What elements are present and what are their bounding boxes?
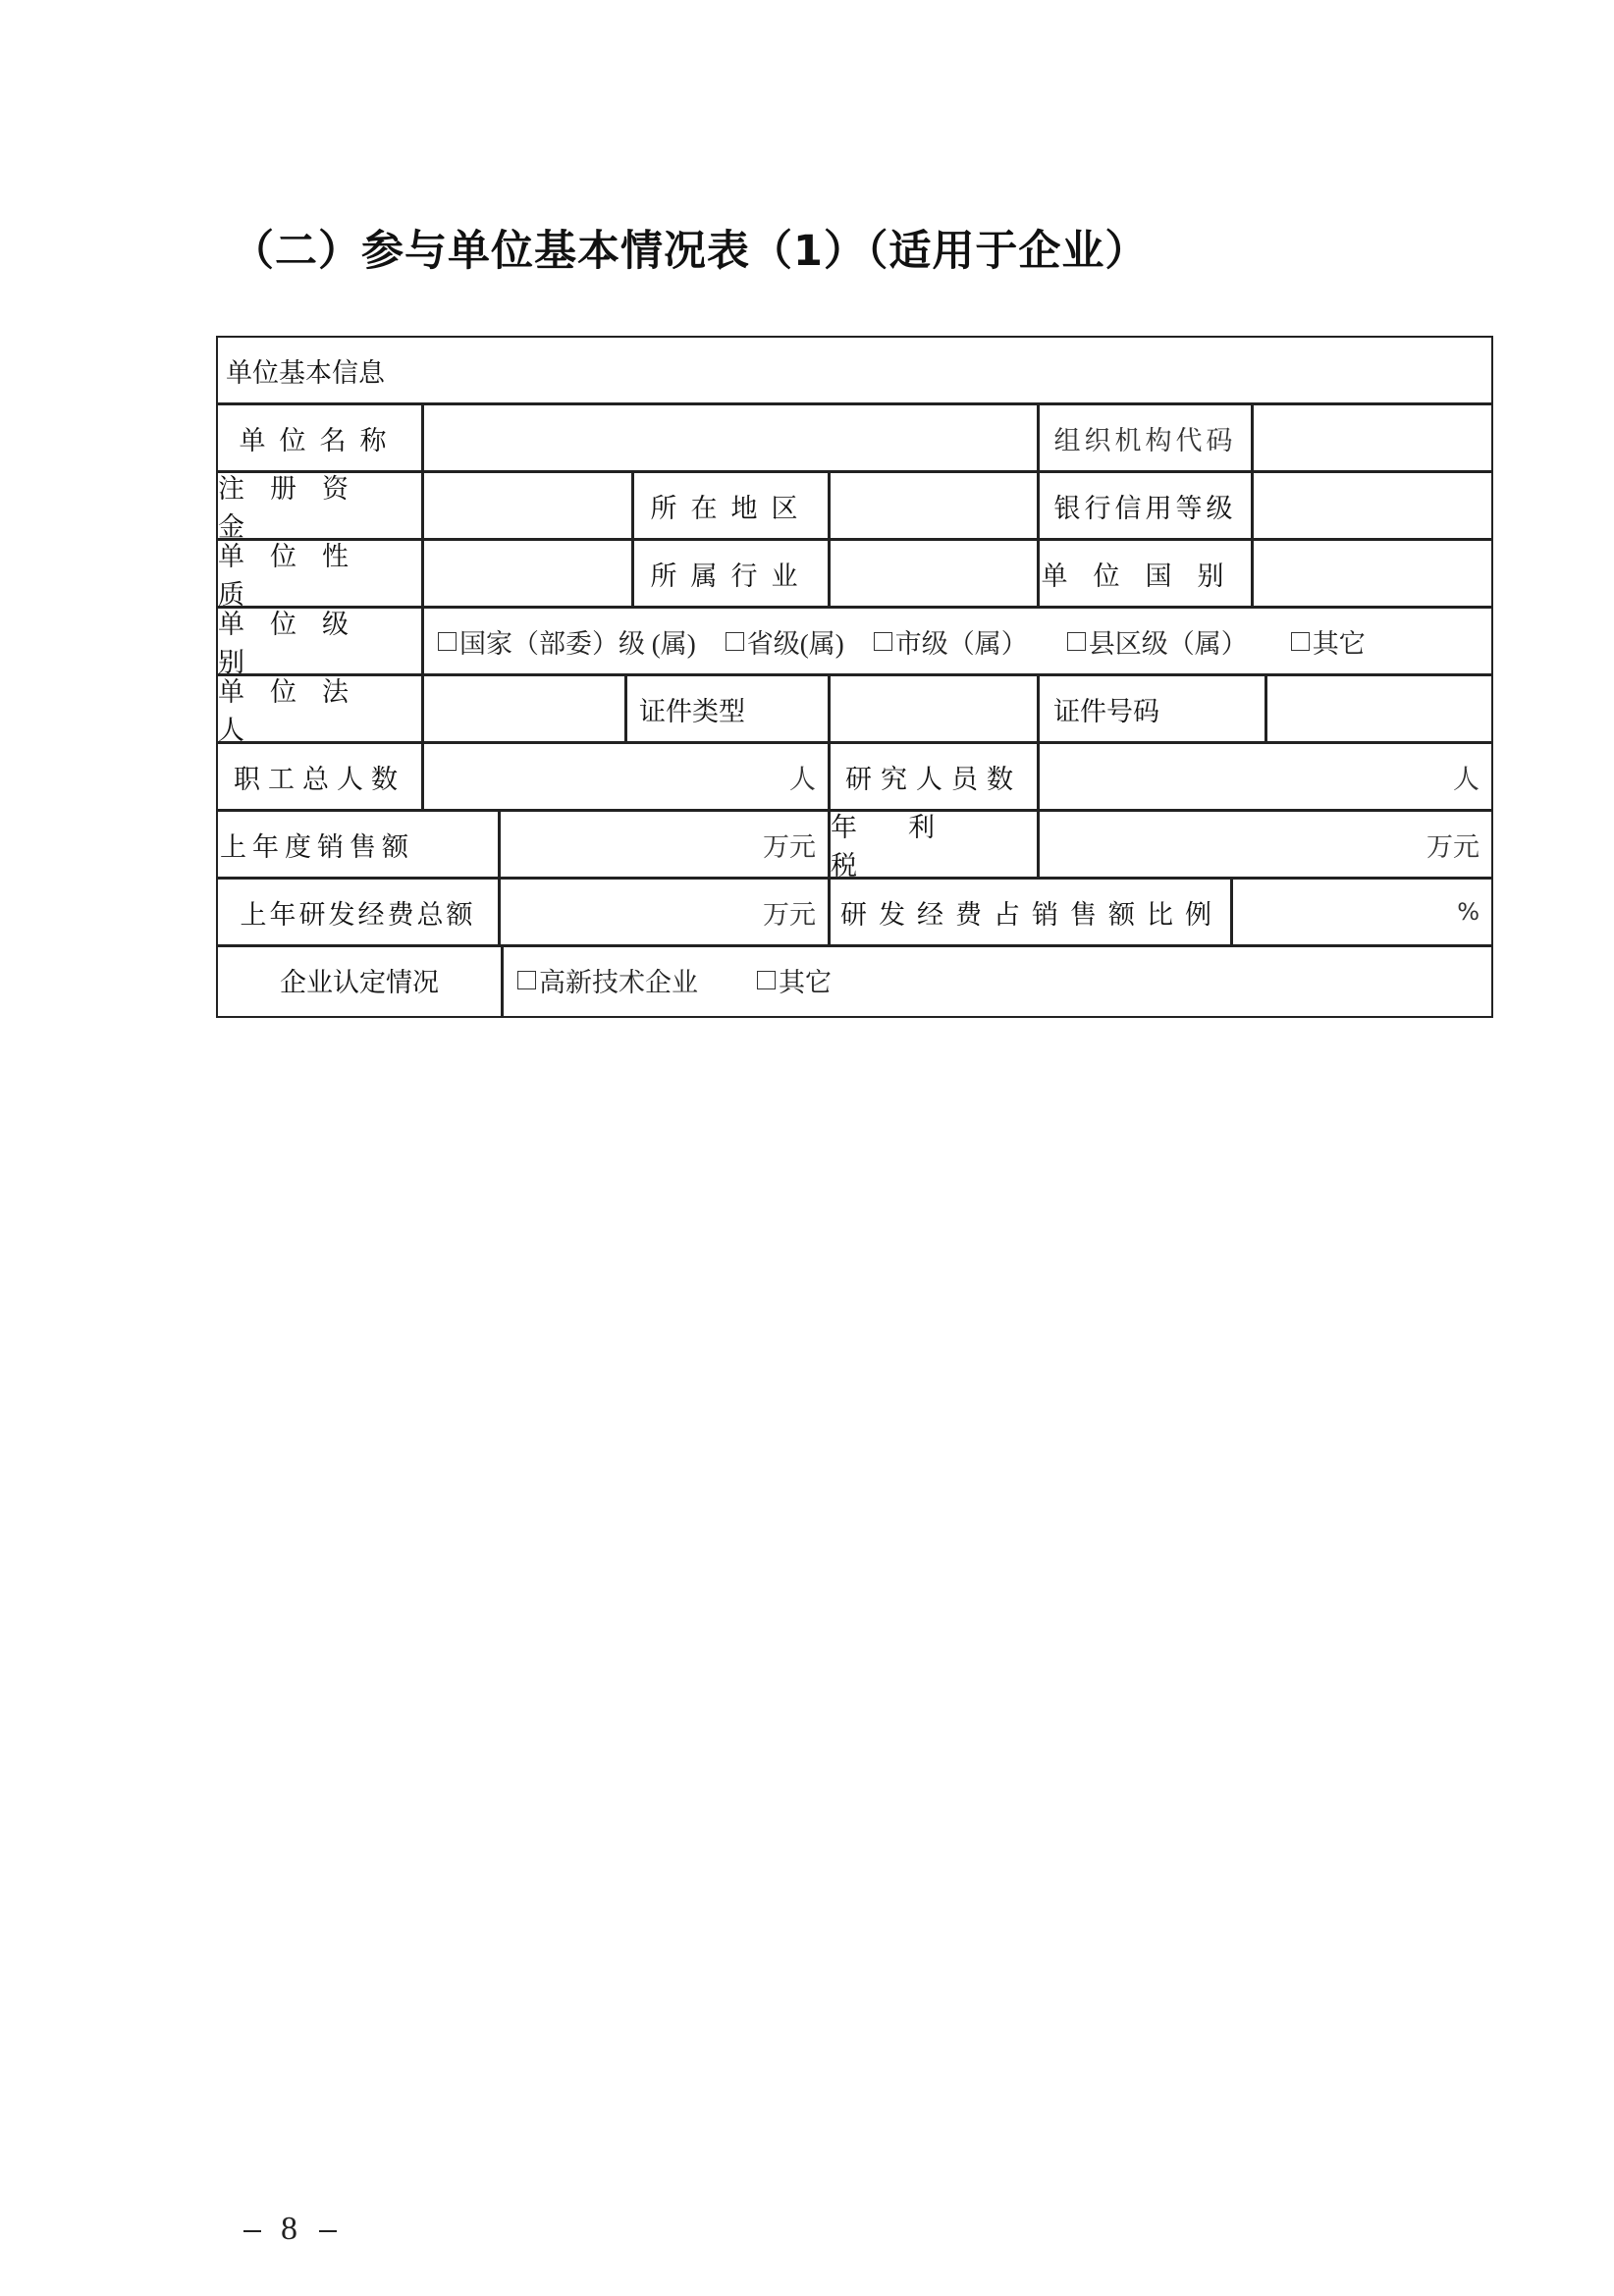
rd-expense-unit: 万元 bbox=[763, 899, 816, 930]
bank-credit-field[interactable] bbox=[1252, 471, 1493, 540]
dash-right bbox=[319, 2230, 337, 2232]
unit-level-options bbox=[422, 607, 1493, 675]
employees-field[interactable] bbox=[422, 742, 830, 811]
unit-level-option-county[interactable] bbox=[1067, 622, 1248, 661]
checkbox-icon[interactable] bbox=[438, 632, 457, 651]
option-label: 其它 bbox=[1312, 628, 1366, 659]
option-label: 国家（部委）级 (属) bbox=[459, 628, 696, 659]
sales-label: 上年度销售额 bbox=[216, 810, 500, 879]
legal-person-label: 单位法人 bbox=[216, 674, 423, 743]
option-label: 市级（属） bbox=[894, 628, 1028, 659]
id-number-field[interactable] bbox=[1265, 674, 1493, 743]
checkbox-icon[interactable] bbox=[517, 971, 536, 989]
industry-field[interactable] bbox=[829, 539, 1039, 608]
rd-expense-field[interactable] bbox=[499, 878, 830, 946]
unit-nature-field[interactable] bbox=[422, 539, 633, 608]
profit-tax-unit: 万元 bbox=[1426, 831, 1480, 862]
id-number-label: 证件号码 bbox=[1038, 674, 1266, 743]
unit-level-option-other[interactable] bbox=[1291, 622, 1366, 661]
option-label: 省级(属) bbox=[746, 628, 844, 659]
certification-label: 企业认定情况 bbox=[216, 945, 503, 1018]
rd-ratio-label: 研发经费占销售额比例 bbox=[829, 878, 1232, 946]
legal-person-field[interactable] bbox=[422, 674, 626, 743]
profit-tax-label: 年利税 bbox=[829, 810, 1039, 879]
checkbox-icon[interactable] bbox=[726, 632, 744, 651]
checkbox-icon[interactable] bbox=[1067, 632, 1086, 651]
researchers-label: 研究人员数 bbox=[829, 742, 1039, 811]
unit-level-option-national[interactable] bbox=[438, 622, 696, 661]
rd-expense-label: 上年研发经费总额 bbox=[216, 878, 500, 946]
unit-name-field[interactable] bbox=[422, 403, 1039, 472]
dash-left bbox=[243, 2230, 261, 2232]
sales-unit: 万元 bbox=[763, 831, 816, 862]
org-code-label: 组织机构代码 bbox=[1038, 403, 1253, 472]
researchers-unit: 人 bbox=[1453, 764, 1480, 794]
researchers-field[interactable] bbox=[1038, 742, 1493, 811]
unit-level-option-provincial[interactable] bbox=[726, 622, 844, 661]
rd-ratio-unit: % bbox=[1457, 898, 1480, 926]
id-type-label: 证件类型 bbox=[625, 674, 830, 743]
unit-info-form bbox=[0, 0, 1614, 1080]
unit-name-label: 单位名称 bbox=[216, 403, 423, 472]
registered-capital-label: 注册资金 bbox=[216, 471, 423, 540]
page-number-value: 8 bbox=[281, 2211, 299, 2247]
checkbox-icon[interactable] bbox=[874, 632, 892, 651]
unit-level-option-city[interactable] bbox=[874, 622, 1028, 661]
region-field[interactable] bbox=[829, 471, 1039, 540]
page-number bbox=[224, 2211, 356, 2248]
country-label: 单位国别 bbox=[1038, 539, 1253, 608]
unit-level-label: 单位级别 bbox=[216, 607, 423, 675]
org-code-field[interactable] bbox=[1252, 403, 1493, 472]
country-field[interactable] bbox=[1252, 539, 1493, 608]
id-type-field[interactable] bbox=[829, 674, 1039, 743]
employees-label: 职工总人数 bbox=[216, 742, 423, 811]
certification-option-high-tech[interactable] bbox=[517, 961, 698, 999]
section-header: 单位基本信息 bbox=[216, 336, 1493, 404]
checkbox-icon[interactable] bbox=[757, 971, 776, 989]
registered-capital-field[interactable] bbox=[422, 471, 633, 540]
industry-label: 所属行业 bbox=[632, 539, 830, 608]
bank-credit-label: 银行信用等级 bbox=[1038, 471, 1253, 540]
sales-field[interactable] bbox=[499, 810, 830, 879]
page-title: （二）参与单位基本情况表（1）（适用于企业） bbox=[232, 227, 1149, 276]
certification-option-other[interactable] bbox=[757, 961, 832, 999]
region-label: 所在地区 bbox=[632, 471, 830, 540]
rd-ratio-field[interactable] bbox=[1231, 878, 1493, 946]
certification-options bbox=[502, 945, 1493, 1018]
option-label: 县区级（属） bbox=[1088, 628, 1248, 659]
option-label: 其它 bbox=[779, 968, 832, 997]
unit-nature-label: 单位性质 bbox=[216, 539, 423, 608]
profit-tax-field[interactable] bbox=[1038, 810, 1493, 879]
option-label: 高新技术企业 bbox=[539, 968, 698, 997]
checkbox-icon[interactable] bbox=[1291, 632, 1310, 651]
employees-unit: 人 bbox=[789, 764, 816, 794]
